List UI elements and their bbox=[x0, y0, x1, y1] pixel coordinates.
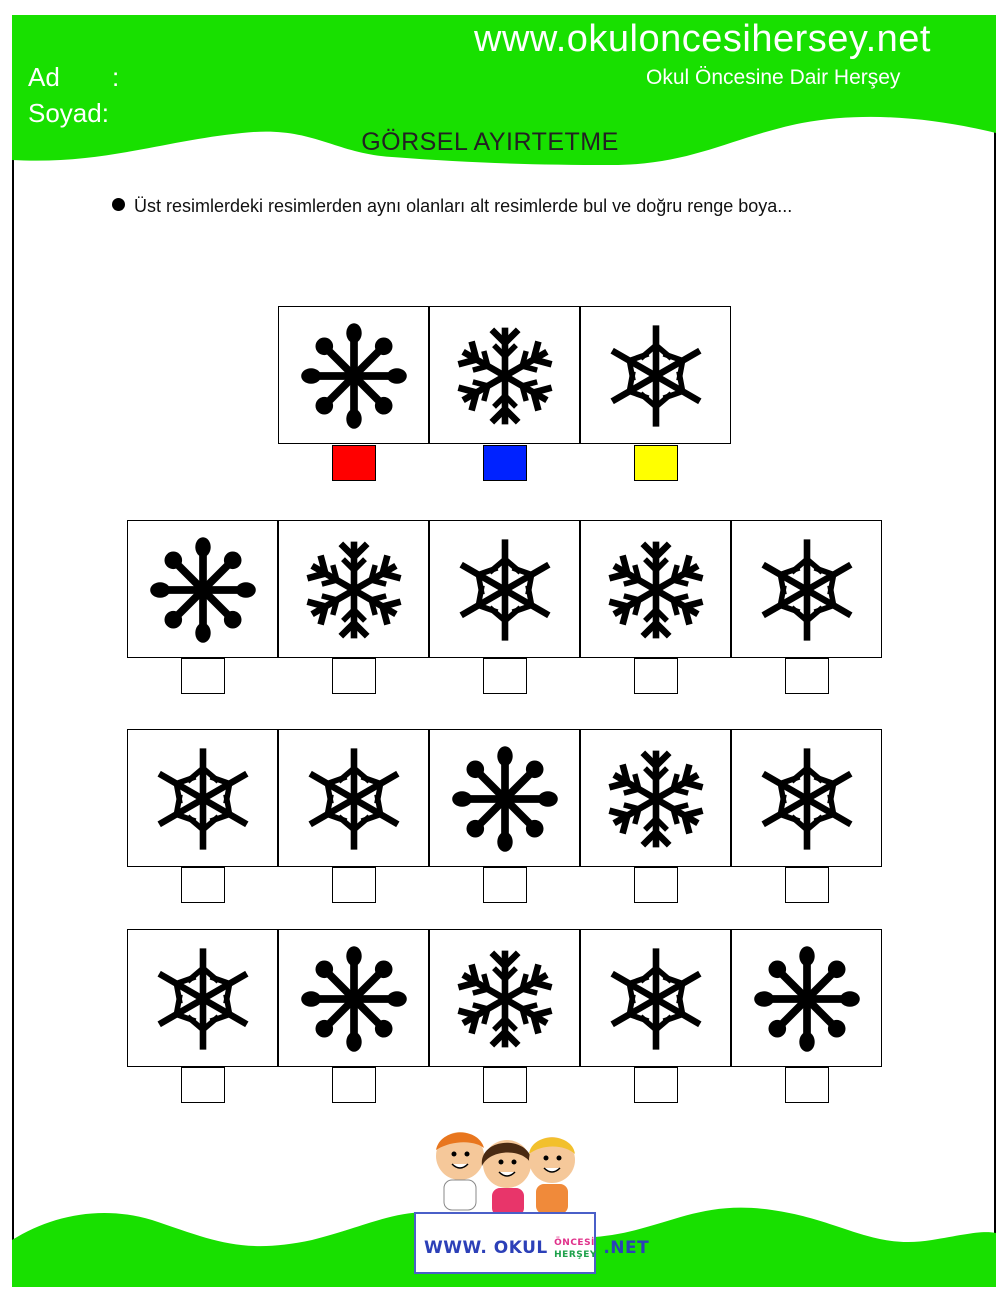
instruction bbox=[112, 196, 792, 217]
answer-color-box[interactable] bbox=[332, 867, 376, 903]
dot-snowflake-icon bbox=[752, 944, 862, 1054]
answer-color-box[interactable] bbox=[483, 1067, 527, 1103]
branch-snowflake-icon bbox=[601, 744, 711, 854]
answer-card bbox=[580, 929, 731, 1067]
color-swatch-red bbox=[332, 445, 376, 481]
answer-color-box[interactable] bbox=[634, 867, 678, 903]
answer-card bbox=[278, 929, 429, 1067]
answer-card bbox=[580, 729, 731, 867]
answer-color-box[interactable] bbox=[181, 658, 225, 694]
answer-color-box[interactable] bbox=[785, 658, 829, 694]
star-snowflake-icon bbox=[148, 944, 258, 1054]
star-snowflake-icon bbox=[450, 535, 560, 645]
branch-snowflake-icon bbox=[450, 321, 560, 431]
star-snowflake-icon bbox=[752, 744, 862, 854]
answer-card bbox=[429, 520, 580, 658]
answer-card bbox=[429, 929, 580, 1067]
star-snowflake-icon bbox=[752, 535, 862, 645]
color-swatch-blue bbox=[483, 445, 527, 481]
site-tagline: Okul Öncesine Dair Herşey bbox=[646, 66, 901, 89]
answer-card bbox=[127, 729, 278, 867]
page-title: GÖRSEL AYIRTETME bbox=[361, 128, 619, 156]
answer-card bbox=[731, 729, 882, 867]
dot-snowflake-icon bbox=[299, 944, 409, 1054]
color-swatch-yellow bbox=[634, 445, 678, 481]
answer-card bbox=[580, 520, 731, 658]
branch-snowflake-icon bbox=[299, 535, 409, 645]
answer-color-box[interactable] bbox=[483, 867, 527, 903]
name-colon: : bbox=[112, 62, 120, 92]
dot-snowflake-icon bbox=[450, 744, 560, 854]
answer-card bbox=[127, 520, 278, 658]
dot-snowflake-icon bbox=[148, 535, 258, 645]
star-snowflake-icon bbox=[601, 321, 711, 431]
instruction-text: Üst resimlerdeki resimlerden aynı olanları alt resimlerde bul ve doğru renge boya... bbox=[134, 196, 793, 216]
star-snowflake-icon bbox=[601, 944, 711, 1054]
answer-color-box[interactable] bbox=[634, 658, 678, 694]
answer-color-box[interactable] bbox=[181, 867, 225, 903]
answer-card bbox=[278, 729, 429, 867]
answer-card bbox=[429, 729, 580, 867]
reference-card-3 bbox=[580, 306, 731, 444]
answer-color-box[interactable] bbox=[181, 1067, 225, 1103]
reference-card-2 bbox=[429, 306, 580, 444]
answer-color-box[interactable] bbox=[785, 1067, 829, 1103]
site-url: www.okuloncesihersey.net bbox=[474, 18, 931, 60]
branch-snowflake-icon bbox=[450, 944, 560, 1054]
answer-color-box[interactable] bbox=[634, 1067, 678, 1103]
star-snowflake-icon bbox=[148, 744, 258, 854]
surname-label: Soyad: bbox=[28, 98, 109, 128]
answer-card bbox=[127, 929, 278, 1067]
answer-card bbox=[731, 520, 882, 658]
name-label: Ad bbox=[28, 62, 60, 92]
dot-snowflake-icon bbox=[299, 321, 409, 431]
logo-text: WWW. OKUL ÖNCESİ HERŞEY .NET bbox=[424, 1238, 650, 1260]
answer-color-box[interactable] bbox=[785, 867, 829, 903]
reference-card-1 bbox=[278, 306, 429, 444]
answer-color-box[interactable] bbox=[483, 658, 527, 694]
star-snowflake-icon bbox=[299, 744, 409, 854]
answer-color-box[interactable] bbox=[332, 1067, 376, 1103]
branch-snowflake-icon bbox=[601, 535, 711, 645]
answer-card bbox=[278, 520, 429, 658]
answer-card bbox=[731, 929, 882, 1067]
bullet-icon bbox=[112, 198, 125, 211]
answer-color-box[interactable] bbox=[332, 658, 376, 694]
